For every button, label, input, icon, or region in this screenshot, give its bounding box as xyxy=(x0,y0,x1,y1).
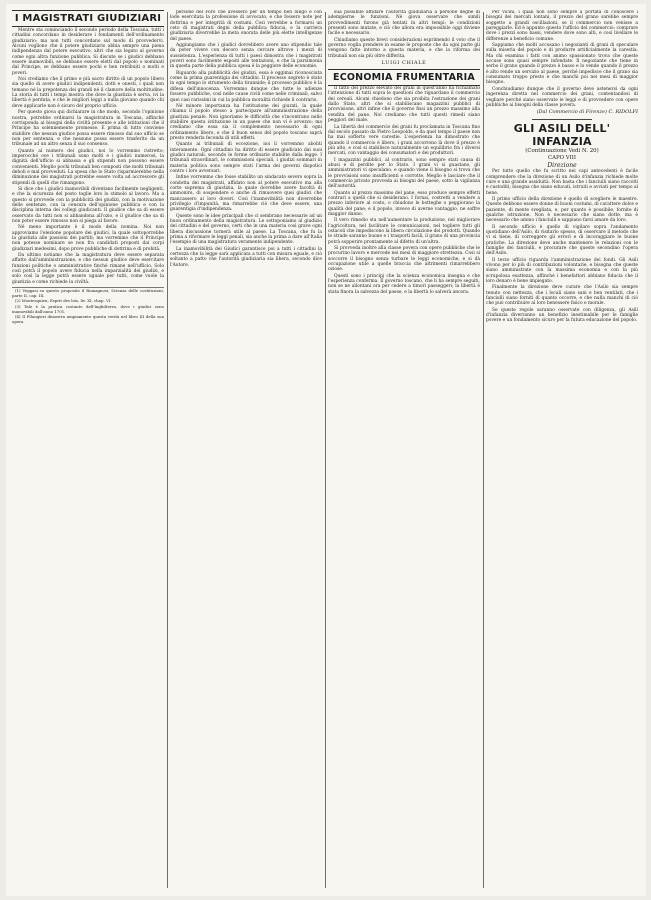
paragraph: Per tutto quello che fu scritto nei capi antecedenti è facile comprendere che la direzione di un Asilo d'infanzia richiede molte cure e una grande assiduità. Non basta che i fanciulli siano raccolti e custoditi; bisogna che siano educati, istruiti e avviati per tempo al bene. xyxy=(486,169,638,196)
paragraph: Mentre sta cominciando il secondo periodo della Toscana, tutti i cittadini concordano in desiderare i fondamenti dell'ordinamento giudiziario; ma non tutti concordano sul modo di provvedervi. Alcuni vogliono che il potere giudiziario abbia sempre una piena indipendenza dal potere esecutivo, altri che sia legato al governo come ogni altra funzione pubblica. Si discute se i giudici debbano essere inamovibili, se debbano essere eletti dal popolo o nominati dal Principe, se debbano essere pochi e ben retribuiti o molti e poveri. xyxy=(12,28,164,76)
column-2 xyxy=(170,10,322,890)
paragraph: Per vicini, i quali non sono sempre a portata di conoscere i bisogni dei mercati lontani, il prezzo del grano sarebbe sempre soggetto a grandi oscillazioni, se il commercio non venisse a pareggiarle. Ed è appunto questo l'ufficio del commercio: comprare dove i prezzi sono bassi, vendere dove sono alti, e così livellare le differenze a beneficio comune. xyxy=(486,10,638,42)
paragraph: La inamovibilità dei Giudici garantisce poi a tutti i cittadini la certezza che la legge sarà applicata a tutti con misura eguale, e ciò soltanto a patto che l'autorità giudiziaria sia libera, secondo dice l'Autore. xyxy=(170,246,322,268)
author-signature: LUIGI CHIALE xyxy=(381,60,427,67)
paragraph: Per questo giova qui dichiarare in che modo, secondo l'opinione nostra, potrebbe ordinarsi la magistratura in Toscana, affinché corrisponda ai bisogni della civiltà presente e alle istituzioni che il Principe ha solennemente promesse. E prima di tutto conviene stabilire che nessun giudice possa essere rimosso dal suo ufficio se non per sentenza, e che nessuno possa essere trasferito da un tribunale ad un altro senza il suo consenso. xyxy=(12,110,164,148)
newspaper-page xyxy=(6,4,646,896)
paragraph: Né minore importanza ha l'istituzione dei giurati, la quale chiama il popolo stesso a partecipare all'amministrazione della giustizia penale. Non ignoriamo le difficoltà che s'incontrano nello stabilire questa istituzione in un paese che non vi è avvezzo; ma crediamo che essa sia il complemento necessario di ogni ordinamento libero, e che il buon senso del popolo toscano saprà presto renderla feconda di utili effetti. xyxy=(170,103,322,141)
column-3 xyxy=(328,10,480,890)
paragraph: Conchiudiamo dunque che il governo deve astenersi da ogni ingerenza diretta nel commercio dei grani, contentandosi di vegliare perché siano osservate le leggi e di provvedere con opere pubbliche ai bisogni della classe povera. xyxy=(486,86,638,108)
article-title-asili: GLI ASILI DELL' INFANZIA xyxy=(513,122,611,149)
column-4 xyxy=(486,10,638,890)
column-1 xyxy=(12,10,164,890)
paragraph: persone del Foro che avessero per un tempo ben lungo e con lode esercitata la professione di avvocato, e che fossero note per dottrina e per integrità di costumi. Così verrebbe a formarsi un ceto di magistrati degni della pubblica fiducia, e la carriera giudiziaria diverrebbe la meta onorata delle più elette intelligenze del paese. xyxy=(170,10,322,42)
paragraph: Da ultimo notiamo che la magistratura deve essere separata affatto dall'amministrazione, e che nessun giudice deve esercitare funzioni politiche o amministrative finché rimane nell'ufficio. Solo così potrà il popolo avere fiducia nella imparzialità dei giudizi, e solo così la legge potrà essere uguale per tutti, come vuole la giustizia e come richiede la civiltà. xyxy=(12,253,164,285)
paragraph: Quanto ai tribunali di eccezione, noi li vorremmo aboliti interamente. Ogni cittadino ha diritto di essere giudicato dai suoi giudici naturali, secondo le forme ordinarie stabilite dalla legge. I tribunali straordinari, le commissioni speciali, i giudizi sommari in materia politica sono sempre stati l'arma dei governi dispotici contro i loro avversari. xyxy=(170,142,322,174)
paragraph: Il fatto del prezzo elevato dei grani in quest'anno ha richiamato l'attenzione di tutti sopra le questioni che riguardano il commercio dei cereali. Alcuni chiedono che sia proibita l'estrazione dei grani dallo Stato, altri che si stabiliscano magazzini pubblici di provvisione, altri infine che il governo fissi un prezzo massimo alla vendita del pane. Noi crediamo che tutti questi rimedi siano peggiori del male. xyxy=(328,86,480,124)
paragraph: Se queste regole saranno osservate con diligenza, gli Asili d'infanzia diverranno un benefizio inestimabile per le famiglie povere e un fondamento sicuro per la futura educazione del popolo. xyxy=(486,307,638,324)
paragraph: Il terzo ufficio riguarda l'amministrazione dei fondi. Gli Asili vivono per lo più di contribuzioni volontarie, e bisogna che queste siano amministrate con la massima economia e con la più scrupolosa esattezza, affinché i benefattori abbiano fiducia che il loro denaro è bene impiegato. xyxy=(486,257,638,285)
paragraph: Chiudiamo queste brevi considerazioni esprimendo il voto che il governo voglia prendere in esame le proposte che da ogni parte gli vengono fatte intorno a questa materia, e che la riforma dei tribunali non sia più oltre differita. xyxy=(328,37,480,59)
continuation-note: (Continuazione Vedi N. 20) xyxy=(525,148,599,155)
paragraph: Finalmente la direzione deve curare che l'Asilo sia sempre tenuto con nettezza, che i locali siano sani e ben ventilati, che i fanciulli siano forniti di quanto occorre, e che nulla manchi di ciò che può contribuire al loro benessere fisico e morale. xyxy=(486,285,638,307)
source-signature: (Dal Commercio di Firenze) C. RIDOLFI xyxy=(536,109,638,116)
column-divider xyxy=(167,12,168,888)
section-separator xyxy=(532,119,593,120)
column-divider xyxy=(483,12,484,888)
footnote: (2) Montesquieu, Esprit des lois, liv. XI, chap. VI. xyxy=(15,298,112,304)
paragraph: Riguardo alla pubblicità dei giudizi, essa è oggimai riconosciuta come la prima guarentigia dei cittadini. Il processo segreto è stato in ogni tempo lo strumento della tirannide; il processo pubblico è la difesa dell'innocenza. Vorremmo dunque che tutte le udienze fossero pubbliche, così nelle cause civili come nelle criminali, salvo quei casi rarissimi in cui la pubblica moralità richiede il contrario. xyxy=(170,70,322,103)
article-title-magistrati: I MAGISTRATI GIUDIZIARI xyxy=(14,13,162,24)
paragraph: Aggiungiamo che i giudici dovrebbero avere uno stipendio tale da poter vivere con decoro senza cercare altrove i mezzi di sussistenza. L'esperienza di tutti i paesi dimostra che i magistrati poveri sono facilmente esposti alle tentazioni, e che la parsimonia in questa parte della pubblica spesa è la peggiore delle economie. xyxy=(170,43,322,70)
paragraph: Infine vorremmo che fosse stabilito un sindacato severo sopra la condotta dei magistrati, affidato non al potere esecutivo ma alla corte suprema di giustizia, la quale dovrebbe avere facoltà di ammonire, di sospendere e anche di rimuovere quei giudici che mancassero ai loro doveri. Così l'inamovibilità non diverrebbe privilegio d'impunità, ma rimarrebbe ciò che deve essere, una guarentigia d'indipendenza. xyxy=(170,175,322,213)
paragraph: Il vero rimedio sta nell'aumentare la produzione, nel migliorare l'agricoltura, nel facilitare le comunicazioni, nel togliere tutti gli ostacoli che impediscono la libera circolazione dei prodotti. Quando le strade saranno buone e i trasporti facili, il grano di una provincia potrà sopperire prontamente al difetto di un'altra. xyxy=(328,218,480,245)
paragraph: Si dice che i giudici inamovibili diventano facilmente negligenti, e che la sicurezza del posto toglie loro lo stimolo al lavoro. Ma a questo si provvede con la pubblicità dei giudizi, con la motivazione delle sentenze, con la censura dell'opinione pubblica e con la disciplina interna dei collegi giudicanti. Il giudice che sa di essere osservato da tutti non si abbandona all'ozio, e il giudice che sa di non poter essere rimosso non si piega al favore. xyxy=(12,186,164,225)
chapter-heading: CAPO VIII xyxy=(547,155,577,162)
paragraph: Il primo ufficio della direzione è quello di scegliere le maestre. Queste debbono essere donne di buoni costumi, di carattere dolce e paziente, di mente svegliata, e, per quanto è possibile, fornite di qualche istruzione. Non è necessario che siano dotte, ma è necessario che amino i fanciulli e sappiano farsi amare da loro. xyxy=(486,196,638,224)
paragraph: sua possibile affidare l'autorità giudiziaria a persone degne di adempierne le funzioni. Nè giova osservare che simili provvedimenti furono già tentati in altri tempi: le condizioni presenti sono mutate, e ciò che allora era impossibile oggi diviene facile e necessario. xyxy=(328,10,480,37)
paragraph: I magazzini pubblici, al contrario, sono sempre stati causa di abusi e di perdite per lo Stato. I grani vi si guastano, gli amministratori vi speculano, e quando viene il bisogno si trova che le provvisioni sono insufficienti o corrotte. Meglio è lasciare che il commercio privato provveda ai bisogni del paese, sotto la vigilanza dell'autorità. xyxy=(328,157,480,190)
paragraph: Si provveda inoltre alla classe povera con opere pubbliche che le procurino lavoro e mercede nei mesi di maggiore strettezza. Così si soccorre il bisogno senza turbare le leggi economiche, e si dà occupazione utile a quelle braccia che altrimenti rimarrebbero oziose. xyxy=(328,246,480,273)
paragraph: Il secondo ufficio è quello di vigilare sopra l'andamento quotidiano dell'Asilo, di visitarlo spesso, di osservare il metodo che vi si tiene, di correggere gli errori e di incoraggiare le buone pratiche. La direzione deve anche mantenere le relazioni con le famiglie dei fanciulli, e procurare che queste secondino l'opera dell'Asilo. xyxy=(486,224,638,257)
footnote: (3) Tale è la pratica costante dell'Inghilterra, dove i giudici sono inamovibili dall'anno 1701. xyxy=(12,303,164,314)
footnote: (1) Veggasi su questo proposito il Romagnosi, Scienza delle costituzioni, parte II, cap. III. xyxy=(12,288,164,298)
article-title-economia: ECONOMIA FRUMENTARIA xyxy=(328,69,480,86)
paragraph: Noi crediamo che il primo e più sacro diritto di un popolo libero sia quello di avere giudici indipendenti, dotti e onesti, i quali non temano né la prepotenza dei grandi né il clamore della moltitudine. La storia di tutti i tempi mostra che dove la giustizia è serva, ivi la libertà è perduta, e che le migliori leggi a nulla giovano quando chi deve applicarle non è sicuro del proprio ufficio. xyxy=(12,77,164,109)
paragraph: Quanto al prezzo massimo del pane, esso produce sempre effetti contrari a quelli che si desiderano. I fornai, costretti a vendere a prezzo inferiore al costo, o chiudono le botteghe o peggiorano la qualità del pane; e il popolo, invece di averne vantaggio, ne soffre maggior danno. xyxy=(328,190,480,217)
footnotes xyxy=(12,287,164,324)
title-rule xyxy=(12,26,164,27)
title-rule xyxy=(12,10,164,11)
paragraph: Queste sono le idee principali che ci sembrano necessarie ad un buon ordinamento della magistratura. Le sottoponiamo al giudizio dei cittadini e del governo, certi che in una materia così grave ogni libera discussione tornerà utile al paese. La Toscana, che fu la prima a riformare le leggi penali, sia anche la prima a dare all'Italia l'esempio di una magistratura veramente indipendente. xyxy=(170,213,322,246)
paragraph: Questi sono i principj che la scienza economica insegna e che l'esperienza conferma. Il governo toscano, che li ha sempre seguiti, non se ne allontani ora per cedere a timori passeggeri; la libertà è stata finora la salvezza del paese, e la libertà lo salverà ancora. xyxy=(328,273,480,295)
paragraph: La libertà del commercio dei grani fu proclamata in Toscana fino dal secolo passato da Pietro Leopoldo, e da quel tempo il paese non ha mai sofferto vere carestie. L'esperienza ha dimostrato che quando il commercio è libero, i grani accorrono là dove il prezzo è più alto, e così si stabilisce naturalmente un equilibrio fra i diversi mercati, con vantaggio dei consumatori e dei produttori. xyxy=(328,124,480,157)
paragraph: Quanto al numero dei giudici, noi lo vorremmo ristretto; imperocché ove i tribunali sono molti e i giudici numerosi, la dignità dell'ufficio si abbassa e gli stipendi non possono essere convenienti. Meglio pochi tribunali ben composti che molti tribunali deboli e mal provveduti. La spesa che lo Stato risparmierebbe nella diminuzione dei magistrati potrebbe essere volta ad accrescere gli stipendi di quelli che rimangono. xyxy=(12,148,164,186)
paragraph: Sappiamo che molti accusano i negozianti di grani di speculare sulla miseria del popolo e di produrre artificialmente la carestia. Ma chi esamina i fatti con animo spassionato trova che queste accuse sono quasi sempre infondate. Il negoziante che tiene in serbo il grano quando il prezzo è basso e lo vende quando il prezzo è alto rende un servizio al paese, perché impedisce che il grano sia consumato troppo presto e che manchi poi nei mesi di maggior bisogno. xyxy=(486,43,638,86)
chapter-subtitle: Direzione xyxy=(547,162,577,170)
footnote: (4) Il Filangieri dimostra ampiamente questa verità nel libro III della sua opera. xyxy=(12,314,164,324)
paragraph: Né meno importante è il modo della nomina. Noi non approviamo l'elezione popolare dei giudici, la quale sottoporrebbe la giustizia alle passioni dei partiti; ma vorremmo che il Principe non potesse nominare se non fra candidati proposti dai corpi giudiziari medesimi, dopo prove pubbliche di dottrina e di probità. xyxy=(12,225,164,252)
column-divider xyxy=(325,12,326,888)
